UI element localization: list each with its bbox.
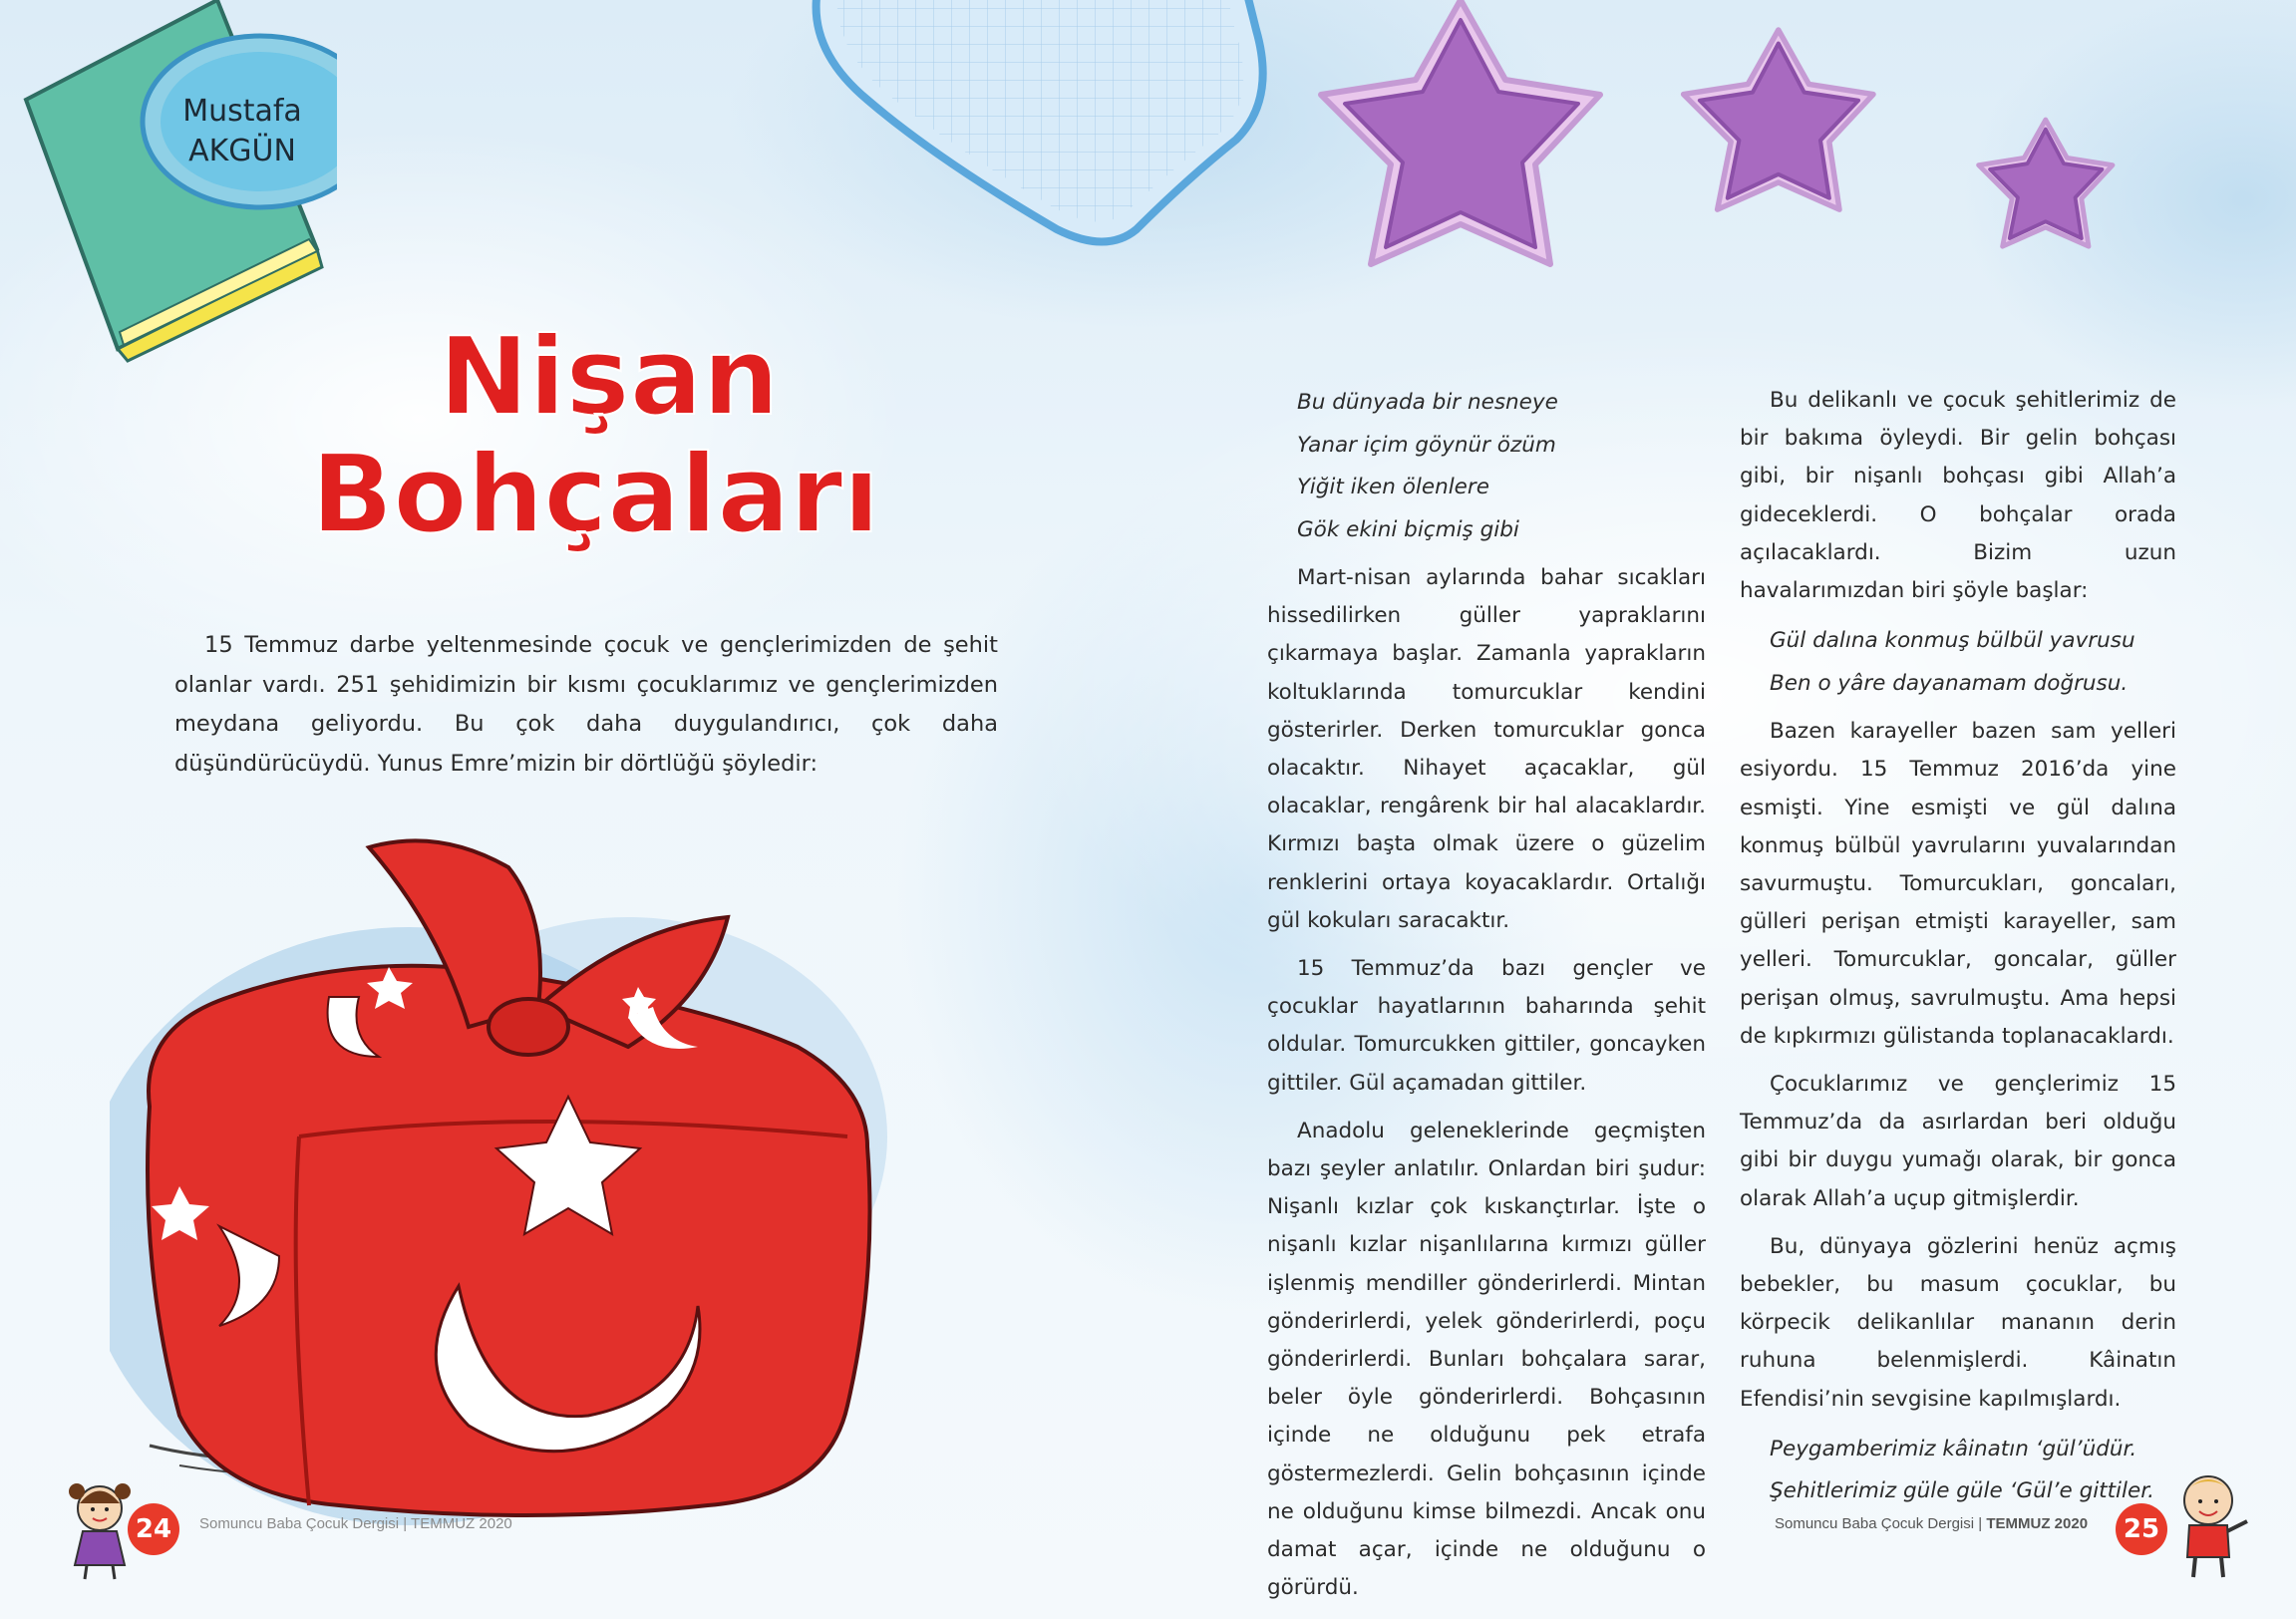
paragraph: Çocuklarımız ve gençlerimiz 15 Temmuz’da da asırlardan beri olduğu gibi bir duygu yumağı olarak, bir gonca olarak Allah’a uçup gitmişlerdir. bbox=[1740, 1072, 2176, 1211]
paragraph: Bu delikanlı ve çocuk şehitlerimiz de bir bakıma öyleydi. Bir gelin bohçası gibi, bir nişanlı bohçası gibi Allah’a gideceklerdi. O bohçalar orada açılacaklardı. Bizim uzun havalarımızdan biri şöyle başlar: bbox=[1740, 388, 2176, 604]
verse-block-2 bbox=[1740, 620, 2176, 705]
verse-line: Bu dünyada bir nesneye bbox=[1297, 390, 1558, 415]
stars-group bbox=[1301, 0, 2158, 329]
footer-right-text bbox=[1775, 1515, 2088, 1532]
paragraph: Anadolu geleneklerinde geçmişten bazı şeyler anlatılır. Onlardan biri şudur: Nişanlı kızlar çok kıskançtırlar. İşte o nişanlı kızlar nişanlılarına kırmızı güller işlenmiş mendiller gönderirlerdi. Mintan gönderirlerdi, yelek gönderirlerdi, poçu gönderirlerdi. Bunları bohçalara sarar, beler öyle gönderirlerdi. Bohçasının içinde ne olduğunu pek etrafa göstermezlerdi. Gelin bohçasının içinde ne olduğunu kimse bilmezdi. Ancak onu damat açar, içinde ne olduğunu o görürdü. bbox=[1267, 1118, 1706, 1601]
text-column-1 bbox=[1267, 382, 1706, 1617]
title-line-2: Bohçaları bbox=[311, 433, 880, 553]
verse-line: Gül dalına konmuş bülbül yavrusu bbox=[1770, 628, 2135, 654]
verse-block-3 bbox=[1740, 1429, 2176, 1513]
bundle-illustration bbox=[110, 808, 987, 1565]
intro-paragraph bbox=[174, 626, 998, 784]
verse-line: Yiğit iken ölenlere bbox=[1297, 475, 1489, 499]
issue-date: TEMMUZ 2020 bbox=[1986, 1515, 2089, 1532]
intro-text: 15 Temmuz darbe yeltenmesinde çocuk ve gençlerimizden de şehit olanlar vardı. 251 şehidimizin bir kısmı çocuklarımız ve gençlerimizden meydana geliyordu. Bu çok daha duygulandırıcı, çok daha düşündürücüydü. Yunus Emre’mizin bir dörtlüğü şöyledir: bbox=[174, 632, 998, 777]
boy-icon bbox=[2163, 1465, 2253, 1585]
star-icon bbox=[1979, 120, 2113, 246]
page-title bbox=[299, 314, 937, 553]
text-column-2 bbox=[1740, 382, 2176, 1521]
verse-line: Yanar içim göynür özüm bbox=[1297, 432, 1556, 458]
star-icon bbox=[1684, 30, 1873, 209]
pillow-icon bbox=[808, 0, 1276, 269]
footer-separator: | bbox=[1978, 1515, 1987, 1532]
verse-line: Ben o yâre dayanamam doğrusu. bbox=[1770, 670, 2129, 696]
title-line-1: Nişan bbox=[439, 315, 780, 440]
verse-line: Şehitlerimiz güle güle ‘Gül’e gittiler. bbox=[1770, 1478, 2154, 1504]
author-name bbox=[182, 92, 302, 171]
verse-line: Gök ekini biçmiş gibi bbox=[1297, 516, 1519, 542]
book-icon bbox=[18, 0, 337, 369]
page-number-left: 24 bbox=[128, 1503, 179, 1555]
star-icon bbox=[1321, 0, 1600, 264]
author-last-name: AKGÜN bbox=[188, 134, 296, 168]
page-number-right: 25 bbox=[2116, 1503, 2167, 1555]
paragraph: Mart-nisan aylarında bahar sıcakları hissedilirken güller yapraklarını çıkarmaya başlar. Zamanla yaprakların koltuklarında tomurcuklar kendini gösterirler. Derken tomurcuklar gonca olacaktır. Nihayet açacaklar, gül olacaklar, rengârenk bir hal alacaklardır. Kırmızı başta olmak üzere o güzelim renklerini ortaya koyacaklardır. Ortalığı gül kokuları saracaktır. bbox=[1267, 565, 1706, 933]
verse-line: Peygamberimiz kâinatın ‘gül’üdür. bbox=[1770, 1436, 2137, 1461]
footer-left-text: Somuncu Baba Çocuk Dergisi | TEMMUZ 2020 bbox=[199, 1515, 512, 1532]
magazine-name: Somuncu Baba Çocuk Dergisi bbox=[1775, 1515, 1975, 1532]
verse-block-1 bbox=[1267, 382, 1706, 551]
paragraph: Bu, dünyaya gözlerini henüz açmış bebekler, bu masum çocuklar, bu körpecik delikanlılar mananın derin ruhuna belenmişlerdi. Kâinatın Efendisi’nin sevgisine kapılmışlardı. bbox=[1740, 1233, 2176, 1412]
paragraph: 15 Temmuz’da bazı gençler ve çocuklar hayatlarının baharında şehit oldular. Tomurcukken gittiler, goncayken gittiler. Gül açamadan gittiler. bbox=[1267, 956, 1706, 1096]
paragraph: Bazen karayeller bazen sam yelleri esiyordu. 15 Temmuz 2016’da yine esmişti. Yine esmişti ve gül dalına konmuş bülbül yavrularını yuvalarından savurmuştu. Tomurcukları, goncaları, gülleri perişan etmişti karayeller, sam yelleri. Tomurcuklar, goncalar, güller perişan olmuş, savrulmuştu. Ama hepsi de kıpkırmızı gülistanda toplanacaklardı. bbox=[1740, 719, 2176, 1049]
author-first-name: Mustafa bbox=[182, 94, 302, 129]
